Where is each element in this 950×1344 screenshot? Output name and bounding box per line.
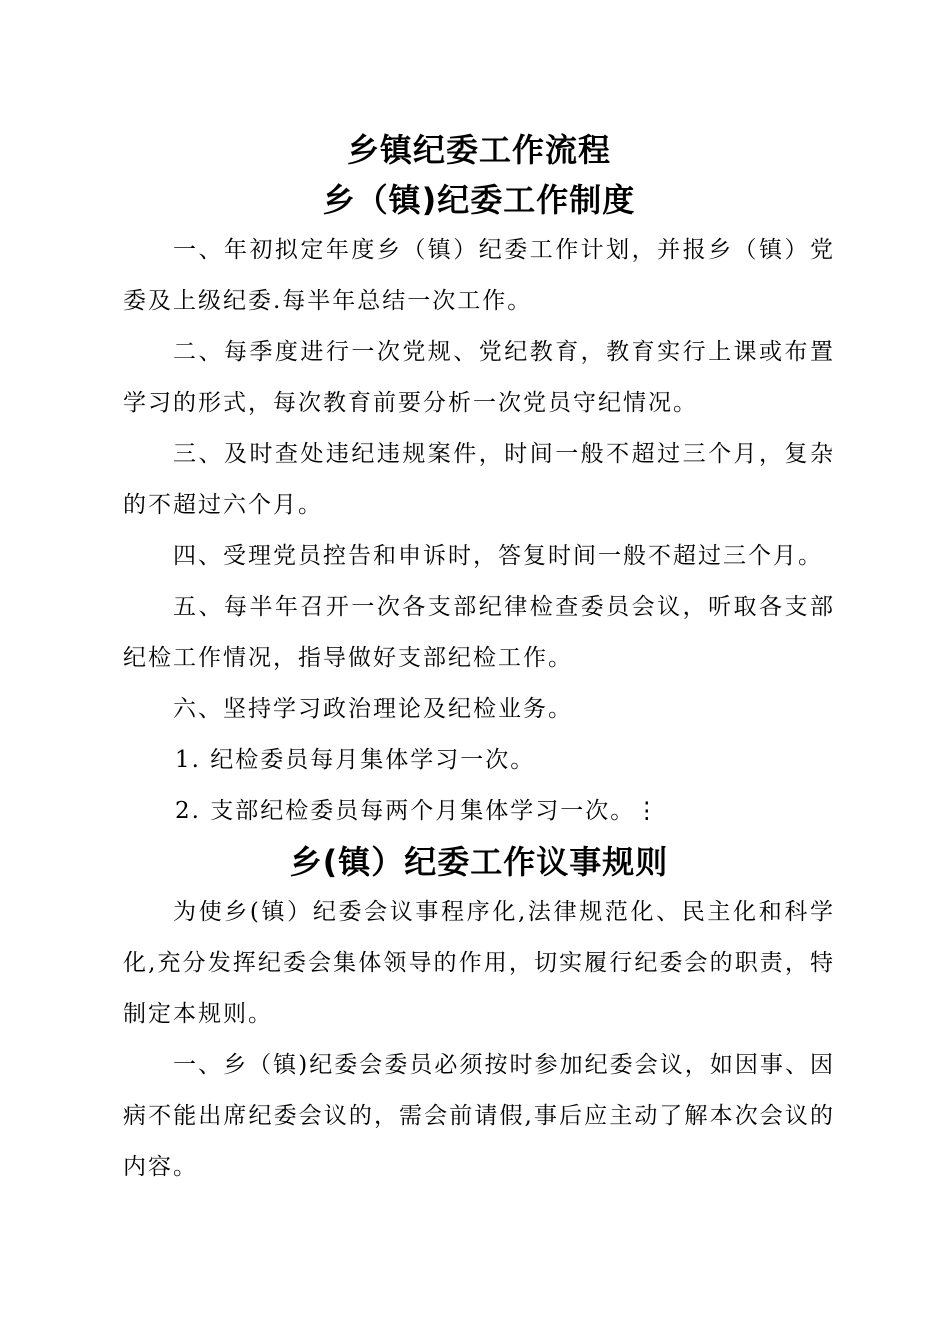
list-item: 2. 支部纪检委员每两个月集体学习一次。⋮ xyxy=(175,798,661,824)
document-page xyxy=(123,125,835,1193)
list-item: 1. 纪检委员每月集体学习一次。 xyxy=(175,747,536,773)
paragraph: 二、每季度进行一次党规、党纪教育，教育实行上课或布置学习的形式，每次教育前要分析一次党员守纪情况。 xyxy=(123,339,835,416)
paragraph: 四、受理党员控告和申诉时，答复时间一般不超过三个月。 xyxy=(173,543,823,569)
paragraph: 五、每半年召开一次各支部纪律检查委员会议，听取各支部纪检工作情况，指导做好支部纪检工作。 xyxy=(123,594,835,671)
paragraph: 三、及时查处违纪违规案件，时间一般不超过三个月，复杂的不超过六个月。 xyxy=(123,441,835,518)
paragraph: 为使乡(镇）纪委会议事程序化,法律规范化、民主化和科学化,充分发挥纪委会集体领导的作用，切实履行纪委会的职责，特制定本规则。 xyxy=(123,899,835,1027)
section-title-meeting-rules: 乡(镇）纪委工作议事规则 xyxy=(289,843,669,881)
paragraph: 一、年初拟定年度乡（镇）纪委工作计划，并报乡（镇）党委及上级纪委.每半年总结一次工作。 xyxy=(123,237,835,314)
document-title: 乡镇纪委工作流程 xyxy=(346,131,611,169)
paragraph: 一、乡（镇)纪委会委员必须按时参加纪委会议，如因事、因病不能出席纪委会议的，需会前请假,事后应主动了解本次会议的内容。 xyxy=(123,1052,835,1180)
paragraph: 六、坚持学习政治理论及纪检业务。 xyxy=(173,696,573,722)
section-title-work-system: 乡（镇)纪委工作制度 xyxy=(322,181,636,219)
